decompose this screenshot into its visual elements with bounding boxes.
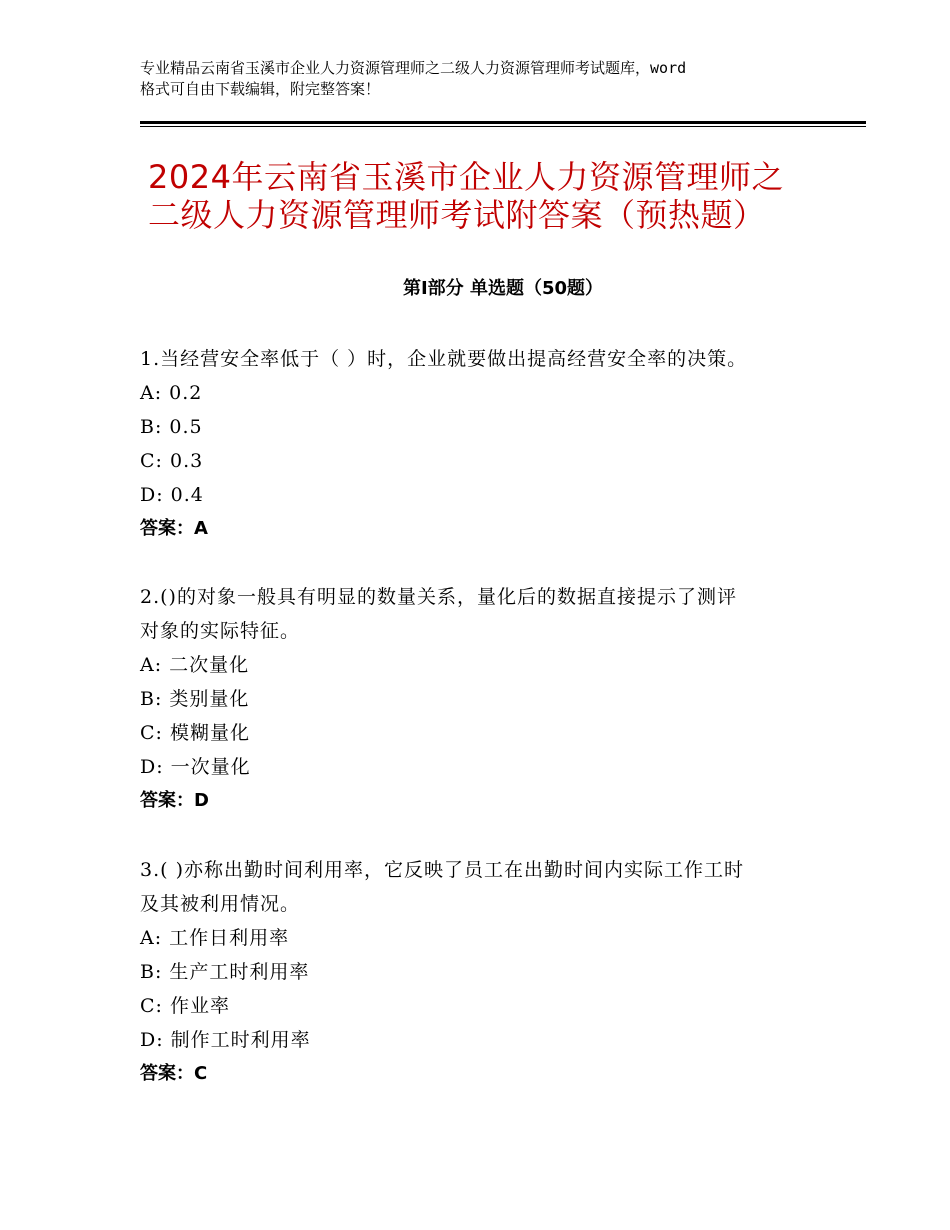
header-divider-thick (140, 121, 866, 124)
option-b: B: 0.5 (140, 416, 203, 438)
document-title-line-2: 二级人力资源管理师考试附答案（预热题） (148, 196, 766, 234)
question-1 (140, 342, 820, 546)
document-title-line-1: 2024年云南省玉溪市企业人力资源管理师之 (148, 158, 784, 196)
option-a: A: 工作日利用率 (140, 927, 290, 949)
option-c: C: 0.3 (140, 450, 204, 472)
option-a: A: 二次量化 (140, 654, 250, 676)
question-stem-continued: 对象的实际特征。 (140, 620, 301, 642)
answer: 答案：A (140, 518, 208, 539)
header-note (140, 58, 830, 100)
option-d: D: 0.4 (140, 484, 204, 506)
question-stem-continued: 及其被利用情况。 (140, 893, 301, 915)
header-note-line-1: 专业精品云南省玉溪市企业人力资源管理师之二级人力资源管理师考试题库，word (140, 59, 687, 77)
option-d: D: 一次量化 (140, 756, 251, 778)
option-c: C: 作业率 (140, 995, 230, 1017)
header-divider-thin (140, 126, 866, 127)
option-d: D: 制作工时利用率 (140, 1029, 311, 1051)
question-2 (140, 580, 820, 818)
section-heading: 第Ⅰ部分 单选题（50题） (402, 278, 603, 299)
option-c: C: 模糊量化 (140, 722, 250, 744)
document-title (148, 158, 848, 234)
answer: 答案：C (140, 1063, 208, 1084)
option-b: B: 类别量化 (140, 688, 250, 710)
question-3 (140, 853, 820, 1091)
option-b: B: 生产工时利用率 (140, 961, 310, 983)
question-stem: 3.( )亦称出勤时间利用率，它反映了员工在出勤时间内实际工作工时 (140, 859, 744, 881)
header-note-line-2: 格式可自由下载编辑，附完整答案！ (140, 80, 381, 98)
question-stem: 1.当经营安全率低于（ ）时，企业就要做出提高经营安全率的决策。 (140, 348, 748, 370)
answer: 答案：D (140, 790, 209, 811)
option-a: A: 0.2 (140, 382, 203, 404)
question-stem: 2.()的对象一般具有明显的数量关系，量化后的数据直接提示了测评 (140, 586, 737, 608)
